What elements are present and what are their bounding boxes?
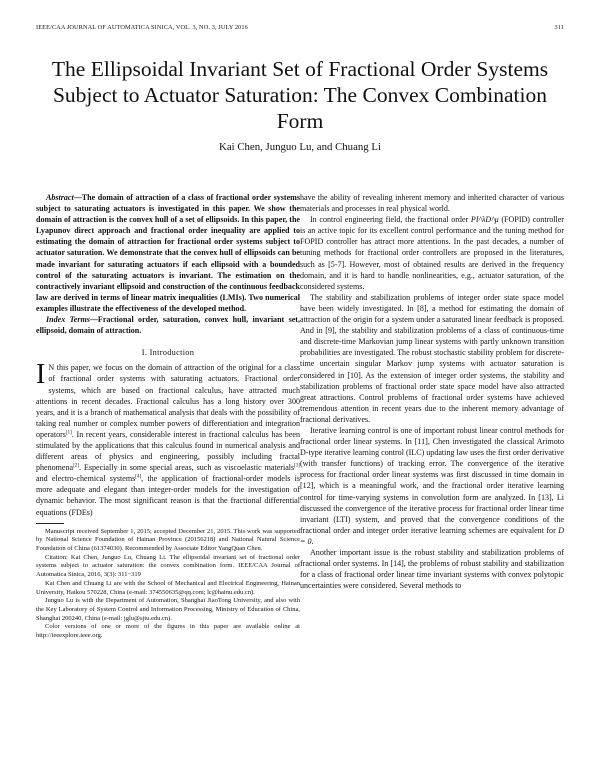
footnote-manuscript: Manuscript received September 1, 2015; accepted December 21, 2015. This work was supported by National Science Foundation of Hainan Province (20156218) and National Natural Science Foundation of China (61374030). Recommended by Associate Editor YangQuan Chen. (36, 527, 300, 553)
abstract (36, 192, 300, 314)
citation-3: [3] (294, 463, 300, 469)
abstract-label: Abstract (46, 193, 74, 202)
right-column (300, 192, 564, 591)
d-equals-zero: D = 0 (300, 525, 564, 546)
index-terms-text: —Fractional order, saturation, convex hull, invariant set, ellipsoid, domain of attraction. (36, 315, 300, 336)
left-column (36, 192, 300, 641)
index-terms-label: Index Terms (46, 315, 90, 325)
footnotes (36, 528, 300, 641)
section-heading-introduction: I. Introduction (141, 348, 195, 358)
abstract-text: —The domain of attraction of a class of fractional order systems subject to saturating actuators is investigated in this paper. We show the domain of attraction is the convex hull of a set of ellipsoids. In this paper, the Lyapunov direct approach and fractional order inequality are applied to estimating the domain of attraction for fractional order systems subject to actuator saturation. We demonstrate that the convex hull of ellipsoids can be made invariant for saturating actuators if each ellipsoid with a bounded control of the saturating actuators is invariant. The estimation on the contractively invariant ellipsoid and construction of the continuous feedback law are derived in terms of linear matrix inequalities (LMIs). Two numerical examples illustrate the effectiveness of the developed method. (36, 193, 300, 313)
paragraph-ilc: Iterative learning control is one of important robust linear control methods for fractional order linear systems. In [11], Chen investigated the classical Arimoto D-type iterative learning control (ILC) updating law uses the first order derivative (with transfer functions) of tracking error. The convergence of the iterative process for fractional order linear systems was first discussed in time domain in [12], which is a meaningful work, and the fractional order iterative learning control for time-varying systems in convolution form are analyzed. In [13], Li discussed the convergence of the iterative process for fractional order linear time invariant (LTI) system, and proved that the convergence conditions of the fractional order and integer order iterative learning schemes are equivalent for D = 0. (300, 425, 564, 546)
paragraph-robust: Another important issue is the robust stability and stabilization problems of fractional order systems. In [14], the problems of robust stability and stabilization for a class of fractional order linear time invariant systems with convex polytopic uncertainties were considered. Several methods to (300, 548, 564, 591)
paper-title: The Ellipsoidal Invariant Set of Fractional Order Systems Subject to Actuator Saturation: The Convex Combination Form (51, 57, 549, 133)
index-terms (36, 314, 300, 336)
citation-2: [2] (73, 463, 79, 469)
paragraph-fopid: In control engineering field, the fractional order PI^λD^μ (FOPID) controller is an active topic for its excellent control performance and the tuning method for FOPID controller has attract more attentions. In the past decades, a number of tuning methods for fractional order controllers are proposed in the literatures, such as [5-7]. However, most of obtained results are derived in the frequency domain, and it is hard to handle nonlinearities, e.g., actuator saturation, of the considered systems. (300, 215, 564, 291)
journal-name: IEEE/CAA JOURNAL OF AUTOMATICA SINICA, VOL. 3, NO. 3, JULY 2016 (36, 24, 248, 31)
paragraph-continued: have the ability of revealing inherent memory and inherited character of various materials and processes in real physical world. (300, 193, 564, 214)
paragraph-stability: The stability and stabilization problems of integer order state space model have been widely investigated. In [8], a method for estimating the domain of attraction of the origin for a system under a saturated linear feedback is proposed. And in [9], the stability and stabilization problems of a class of continuous-time and discrete-time Markovian jump linear systems with partly unknown transition probabilities are investigated. The robust stochastic stability problem for discrete-time uncertain singular Markov jump systems with actuator saturation is considered in [10]. As the extension of integer order systems, the stability and stabilization problems of fractional order state space model have also attracted great attractions. Control problems of fractional order systems have achieved tremendous attention in recent years due to the inherent memory advantage of fractional derivatives. (300, 292, 564, 424)
pid-expression: PI^λD^μ (470, 215, 499, 225)
footnote-citation: Citation: Kai Chen, Junguo Lu, Chuang Li. The ellipsoidal invariant set of fractional order systems subject to actuator saturation: the convex combination form. IEEE/CAA Journal of Automatica Sinica, 2016, 3(3): 311−319 (36, 553, 300, 579)
running-header (36, 24, 564, 34)
citation-4: [4] (135, 474, 142, 480)
citation-1: [1] (65, 430, 72, 436)
paper-authors: Kai Chen, Junguo Lu, and Chuang Li (219, 141, 381, 153)
page-number: 311 (554, 24, 564, 31)
footnote-rule (36, 523, 64, 524)
footnote-color: Color versions of one or more of the figures in this paper are available online at http://ieeexplore.ieee.org. (36, 623, 300, 640)
footnote-affiliation-2: Junguo Lu is with the Department of Automation, Shanghai JiaoTong University, and also with the Key Laboratory of System Control and Information Processing, Ministry of Education of China, Shanghai 200240, China (e-mail: jglu@sjtu.edu.cn). (36, 597, 300, 622)
intro-paragraph: I N this paper, we focus on the domain of attraction of the original for a class of fractional order systems with saturating actuators. Fractional order systems, which are based on fractional calculus, have attracted much attentions in recent decades. Fractional calculus has a long history over 300 years, and it is a branch of mathematical analysis that deals with the possibility of taking real number or complex number powers of differentiation and integration operators[1]. In recent years, considerable interest in fractional calculus has been stimulated by the applications that this calculus found in numerical analysis and different areas of physics and engineering, possibly including fractal phenomena[2]. Especially in some special areas, such as viscoelastic materials[3] and electro-chemical systems[4], the application of fractional-order models is more adequate and elegant than integer-order models for the investigation of dynamic behavior. The most significant reason is that the fractional differential equations (FDEs) (36, 359, 300, 517)
dropcap: I (36, 359, 46, 391)
footnote-affiliation-1: Kai Chen and Chuang Li are with the School of Mechanical and Electrical Engineering, Hainan University, Haikou 570228, China (e-mail: 374550635@qq.com; lc@hainu.edu.cn). (36, 579, 300, 596)
